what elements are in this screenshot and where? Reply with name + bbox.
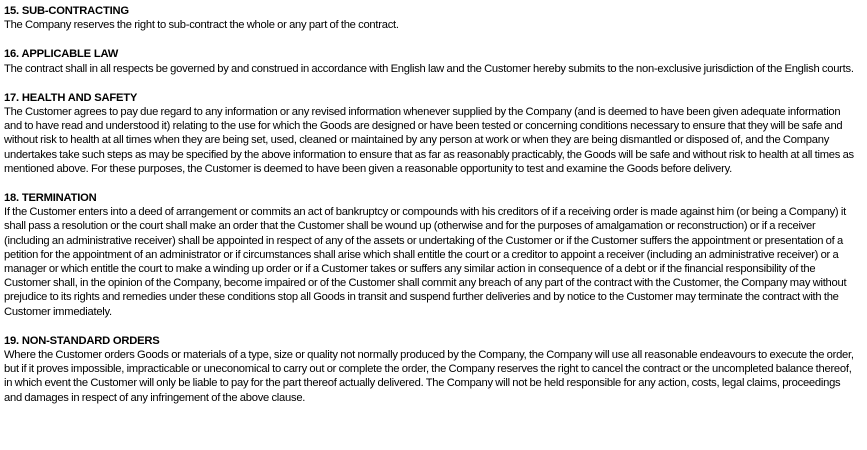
section-body: The Company reserves the right to sub-contract the whole or any part of the contract.: [4, 19, 399, 32]
section-heading: 15. SUB-CONTRACTING: [4, 5, 129, 17]
terms-document: [4, 4, 856, 420]
section-termination: [4, 191, 856, 319]
section-body: Where the Customer orders Goods or materials of a type, size or quality not normally produced by the Company, the Company will use all reasonable endeavours to execute the order, but if it proves impossible, impracticable or uneconomical to carry out or complete the order, the Company reserves the right to cancel the contract or the uncompleted balance thereof, in which event the Customer will only be liable to pay for the part thereof actually delivered. The Company will not be held responsible for any action, costs, legal claims, proceedings and damages in respect of any infringement of the above clause.: [4, 349, 854, 404]
section-body: If the Customer enters into a deed of arrangement or commits an act of bankruptcy or compounds with his creditors of if a receiving order is made against him (or being a Company) it shall pass a resolution or the court shall make an order that the Customer shall be wound up (otherwise and for the purposes of amalgamation or reconstruction) or if a receiver (including an administrative receiver) shall be appointed in respect of any of the assets or undertaking of the Customer or if the Customer suffers the appointment or presentation of a petition for the appointment of an administrator or if circumstances shall arise which shall entitle the court or a creditor to appoint a receiver (including an administrative receiver) or a manager or which entitle the court to make a winding up order or if a Customer takes or suffers any similar action in consequence of a debt or if the financial responsibility of the Customer shall, in the opinion of the Company, become impaired or of the Customer shall commit any breach of any part of the contract with the Customer, the Company may without prejudice to its rights and remedies under these conditions stop all Goods in transit and suspend further deliveries and by notice to the Customer may terminate the contract with the Customer immediately.: [4, 206, 847, 318]
section-sub-contracting: [4, 4, 856, 32]
section-health-and-safety: [4, 91, 856, 176]
section-body: The Customer agrees to pay due regard to any information or any revised information whenever supplied by the Company (and is deemed to have been given adequate information and to have read and understood it) relating to the use for which the Goods are designed or have been tested or concerning conditions necessary to ensure that they will be safe and without risk to health at all times when they are being set, used, cleaned or maintained by any person at work or when they are being dismantled or disposed of, and the Company undertakes take such steps as may be specified by the above information to ensure that as far as reasonably practicably, the Goods will be safe and without risk to health at all times as mentioned above. For these purposes, the Customer is deemed to have been given a reasonable opportunity to test and examine the Goods before delivery.: [4, 106, 854, 175]
section-heading: 17. HEALTH AND SAFETY: [4, 91, 138, 104]
section-heading: 18. TERMINATION: [4, 192, 97, 205]
section-applicable-law: [4, 47, 856, 75]
section-heading: 19. NON-STANDARD ORDERS: [4, 334, 160, 347]
section-heading: 16. APPLICABLE LAW: [4, 48, 119, 61]
section-body: The contract shall in all respects be governed by and construed in accordance with English law and the Customer hereby submits to the non-exclusive jurisdiction of the English courts.: [4, 62, 854, 75]
section-non-standard-orders: [4, 334, 856, 405]
